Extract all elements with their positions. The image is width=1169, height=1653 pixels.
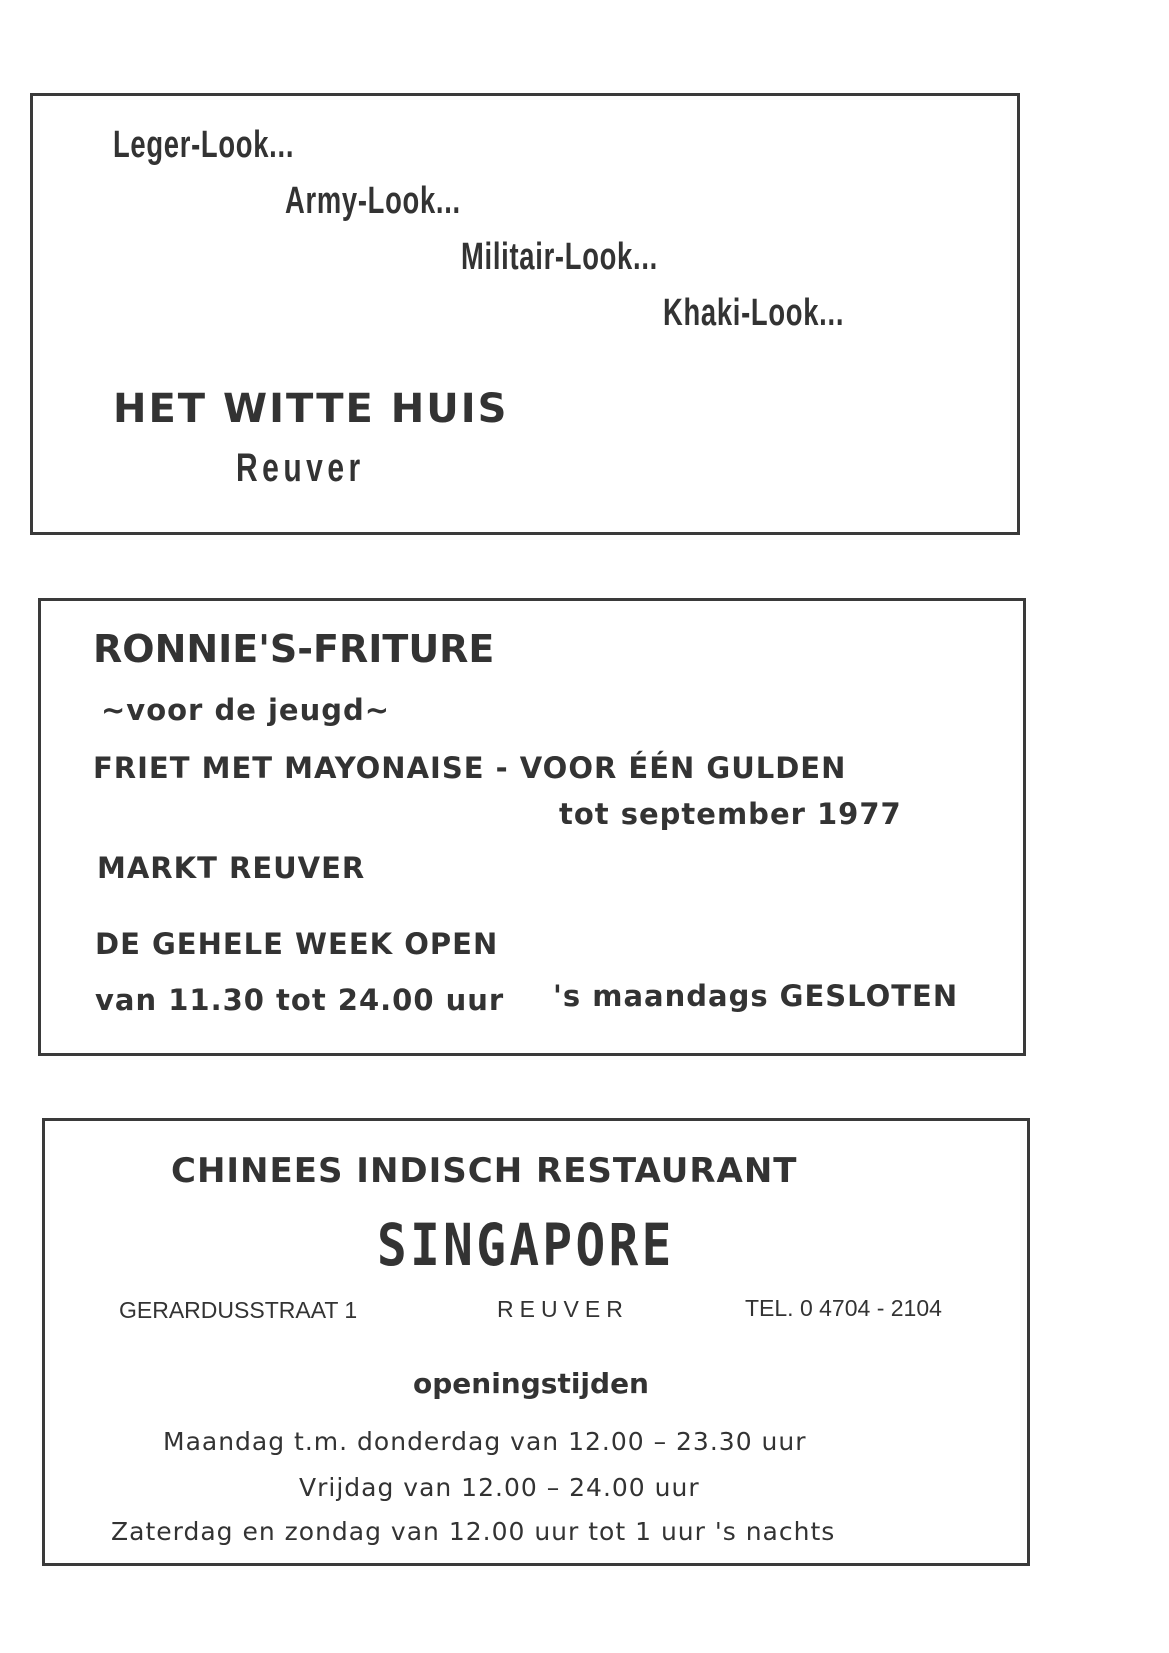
friture-location: MARKT REUVER xyxy=(97,851,366,885)
hours-fri: Vrijdag van 12.00 – 24.00 uur xyxy=(299,1473,700,1502)
friture-offer-until: tot september 1977 xyxy=(559,797,902,831)
look-leger: Leger-Look... xyxy=(113,124,295,166)
friture-offer: FRIET MET MAYONAISE - VOOR ÉÉN GULDEN xyxy=(93,751,847,785)
ad-ronnies-friture xyxy=(38,598,1026,1056)
shop-name: HET WITTE HUIS xyxy=(113,386,509,432)
restaurant-heading: CHINEES INDISCH RESTAURANT xyxy=(171,1151,798,1191)
shop-place: Reuver xyxy=(236,446,365,490)
look-army: Army-Look... xyxy=(285,180,461,222)
friture-hours: van 11.30 tot 24.00 uur xyxy=(95,983,505,1017)
restaurant-address: GERARDUSSTRAAT 1 xyxy=(119,1297,358,1323)
friture-open: DE GEHELE WEEK OPEN xyxy=(95,927,499,961)
restaurant-phone: TEL. 0 4704 - 2104 xyxy=(745,1295,942,1321)
hours-sat-sun: Zaterdag en zondag van 12.00 uur tot 1 uur 's nachts xyxy=(111,1517,836,1546)
friture-closed: 's maandags GESLOTEN xyxy=(553,979,959,1013)
look-khaki: Khaki-Look... xyxy=(663,292,845,334)
hours-mon-thu: Maandag t.m. donderdag van 12.00 – 23.30 uur xyxy=(163,1427,807,1456)
look-militair: Militair-Look... xyxy=(461,236,658,278)
friture-title: RONNIE'S-FRITURE xyxy=(93,627,495,671)
ad-het-witte-huis xyxy=(30,93,1020,535)
friture-tagline: ~voor de jeugd~ xyxy=(101,693,391,727)
ad-singapore-restaurant xyxy=(42,1118,1030,1566)
restaurant-place: REUVER xyxy=(497,1296,629,1322)
opening-hours-title: openingstijden xyxy=(413,1367,649,1400)
restaurant-name: SINGAPORE xyxy=(377,1211,675,1279)
